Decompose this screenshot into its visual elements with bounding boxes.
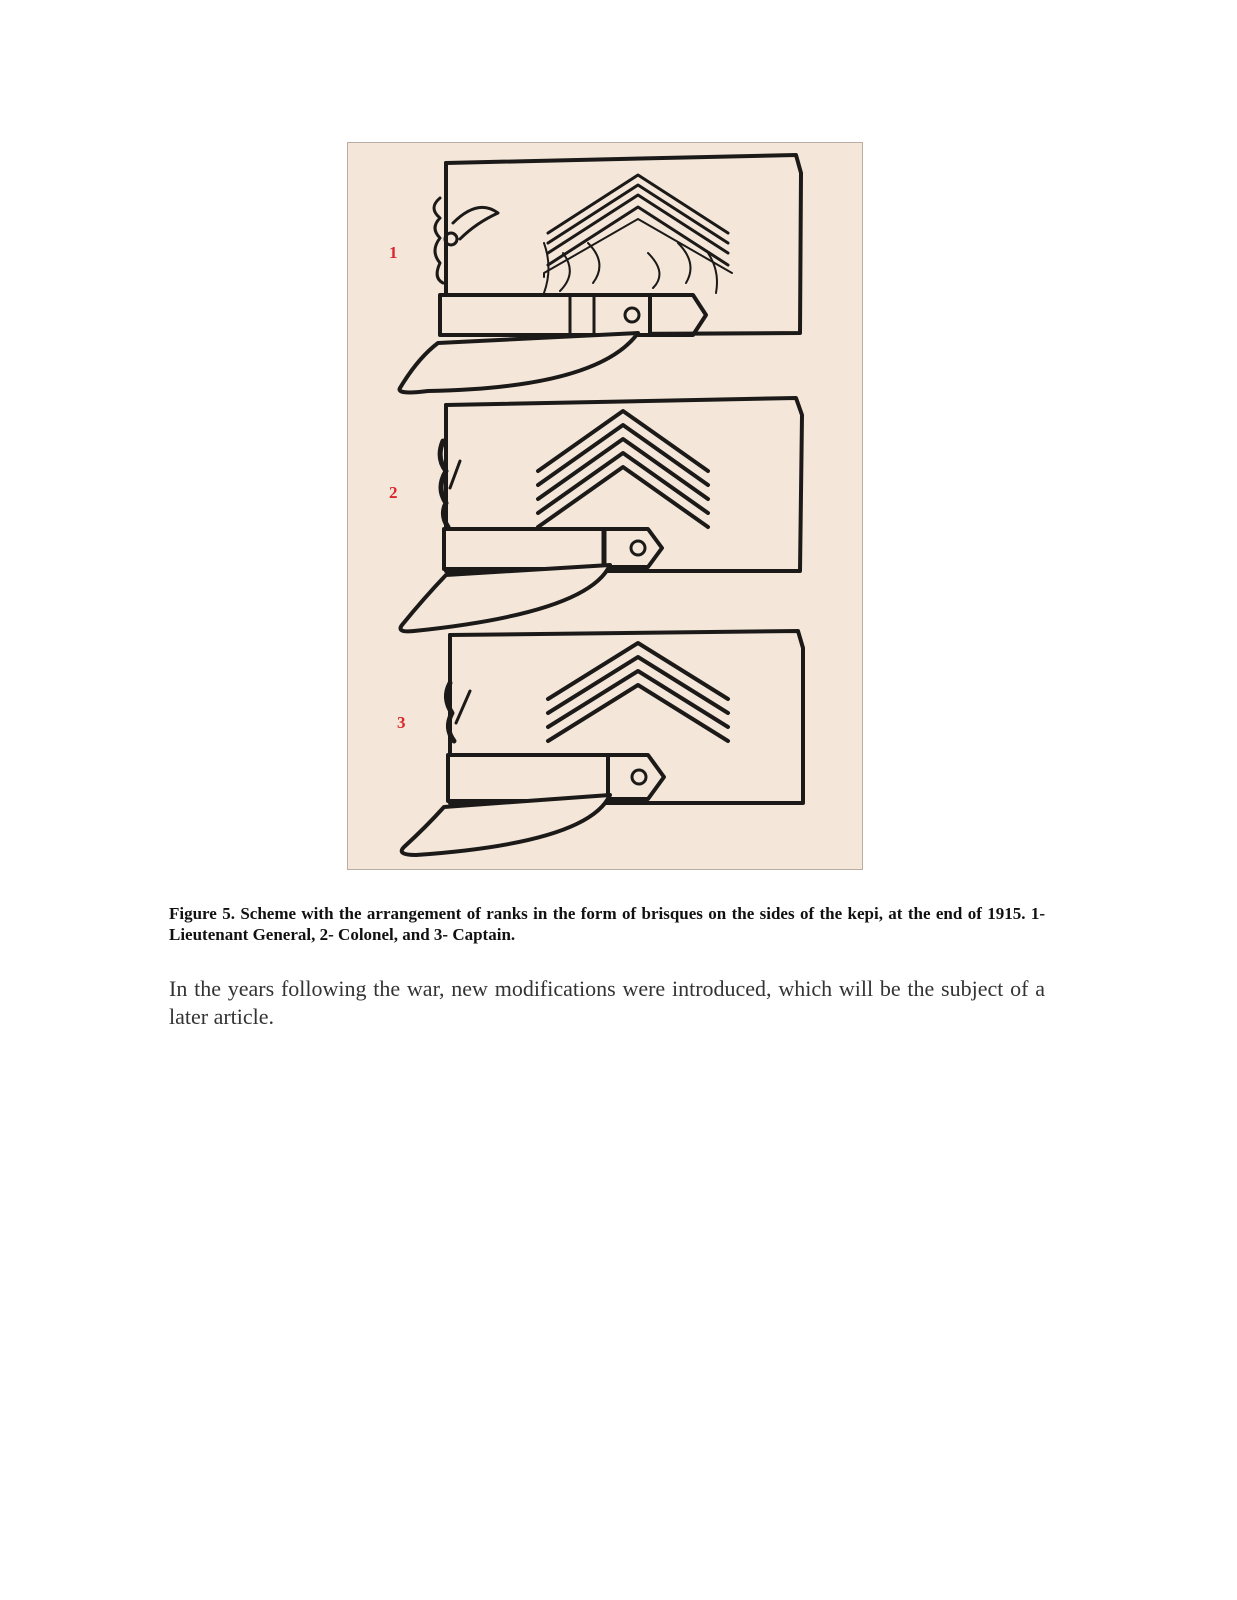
kepi-1-drawing [400,155,801,392]
kepi-3-drawing [402,631,803,855]
body-paragraph: In the years following the war, new modifications were introduced, which will be the subject of a later article. [169,976,1045,1029]
figure-label-3: 3 [397,713,406,732]
kepi-2-drawing [401,398,803,631]
kepi-illustration [348,143,863,870]
kepi-rank-figure [347,142,863,870]
figure-label-1: 1 [389,243,398,262]
figure-label-2: 2 [389,483,398,502]
figure-caption: Figure 5. Scheme with the arrangement of ranks in the form of brisques on the sides of the kepi, at the end of 1915. 1- Lieutenant General, 2- Colonel, and 3- Captain. [169,904,1045,944]
